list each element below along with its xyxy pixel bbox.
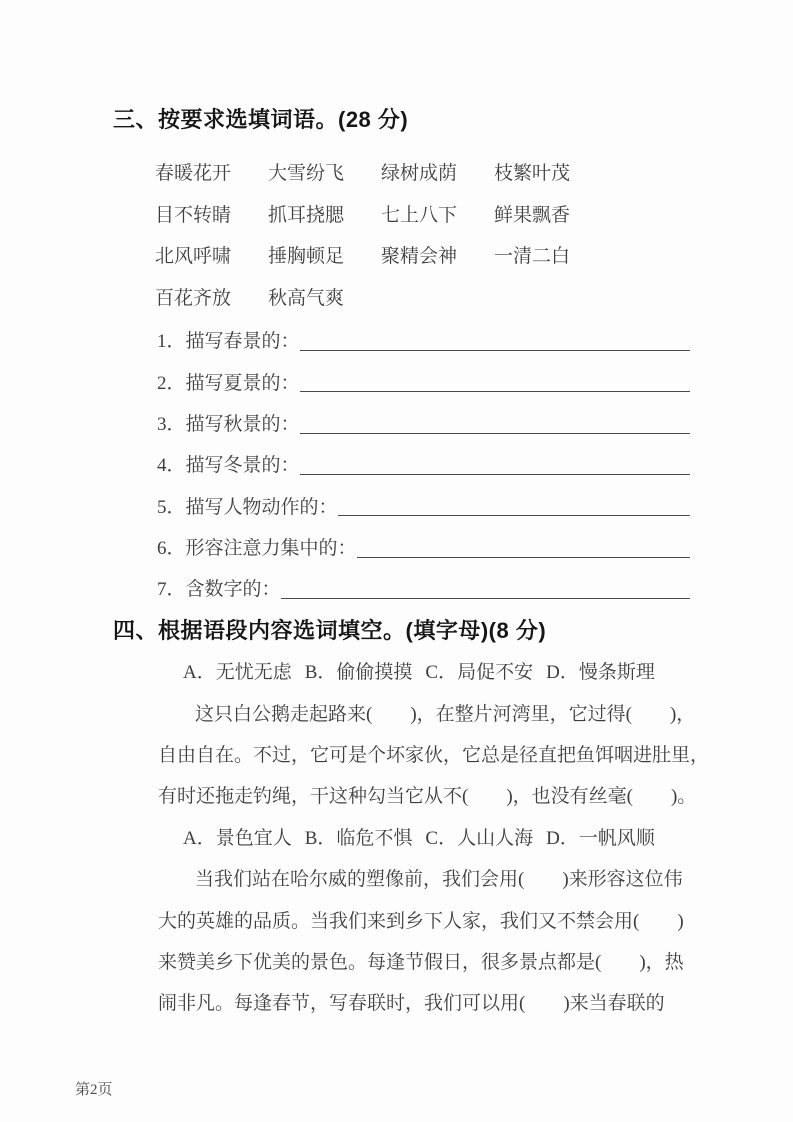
answer-blank-line (357, 526, 690, 558)
fill-item-label: 4．描写冬景的： (157, 455, 300, 477)
fill-item-5 (157, 485, 690, 526)
answer-blank-line (300, 443, 690, 475)
option-row-2 (183, 816, 690, 857)
paragraph-line: 这只白公鹅走起路来( )，在整片河湾里，它过得( )， (195, 703, 696, 725)
fill-item-label: 5．描写人物动作的： (157, 496, 338, 518)
word-bank-word: 抓耳挠腮 (268, 204, 345, 226)
word-bank-word: 春暖花开 (155, 163, 232, 185)
fill-item-label: 7．含数字的： (157, 579, 281, 601)
answer-blank-line (281, 567, 690, 599)
fill-item-2 (157, 360, 690, 401)
word-bank-word: 枝繁叶茂 (494, 163, 571, 185)
fill-item-label: 1．描写春景的： (157, 331, 300, 353)
option-item: C．人山人海 (425, 827, 534, 849)
paragraph-line: 闹非凡。每逢春节，写春联时，我们可以用( )来当春联的 (158, 993, 665, 1015)
option-item: B．临危不惧 (304, 827, 413, 849)
word-bank-word: 鲜果飘香 (494, 204, 571, 226)
fill-item-6 (157, 526, 690, 567)
fill-item-4 (157, 443, 690, 484)
fill-item-label: 2．描写夏景的： (157, 372, 300, 394)
option-item: B．偷偷摸摸 (304, 662, 413, 684)
word-bank-word: 绿树成荫 (381, 163, 458, 185)
option-item: D．一帆风顺 (546, 827, 655, 849)
option-row-1 (183, 650, 690, 691)
option-item: C．局促不安 (425, 662, 534, 684)
word-bank-word: 一清二白 (494, 246, 571, 268)
option-item: A．无忧无虑 (183, 662, 292, 684)
answer-blank-line (300, 360, 690, 392)
section-4-heading: 四、根据语段内容选词填空。(填字母)(8 分) (113, 617, 547, 643)
section-3-heading: 三、按要求选填词语。(28 分) (113, 107, 409, 133)
paragraph-line: 当我们站在哈尔威的塑像前，我们会用( )来形容这位伟 (195, 869, 683, 891)
fill-item-label: 3．描写秋景的： (157, 413, 300, 435)
word-bank-word: 目不转睛 (155, 204, 232, 226)
fill-item-label: 6．形容注意力集中的： (157, 538, 357, 560)
paragraph-line: 有时还拖走钓绳，干这种勾当它从不( )，也没有丝毫( )。 (158, 786, 697, 808)
word-bank-word: 七上八下 (381, 204, 458, 226)
word-bank-word: 百花齐放 (155, 287, 232, 309)
word-bank-word: 秋高气爽 (268, 287, 345, 309)
word-bank-word: 大雪纷飞 (268, 163, 345, 185)
word-bank-word: 聚精会神 (381, 246, 458, 268)
paragraph-line: 自由自在。不过，它可是个坏家伙，它总是径直把鱼饵咽进肚里， (158, 745, 710, 767)
page-number: 第2页 (75, 1082, 113, 1098)
paragraph-line: 来赞美乡下优美的景色。每逢节假日，很多景点都是( )，热 (158, 952, 684, 973)
option-item: A．景色宜人 (183, 827, 292, 849)
fill-item-3 (157, 402, 690, 443)
word-bank-word: 捶胸顿足 (268, 246, 345, 268)
fill-item-7 (157, 567, 690, 608)
fill-item-1 (157, 319, 690, 360)
word-bank-word: 北风呼啸 (155, 246, 232, 268)
option-item: D．慢条斯理 (546, 662, 655, 684)
paragraph-line: 大的英雄的品质。当我们来到乡下人家，我们又不禁会用( ) (158, 910, 684, 932)
answer-blank-line (338, 485, 690, 517)
answer-blank-line (300, 402, 690, 434)
answer-blank-line (300, 319, 690, 351)
word-bank (155, 153, 690, 319)
